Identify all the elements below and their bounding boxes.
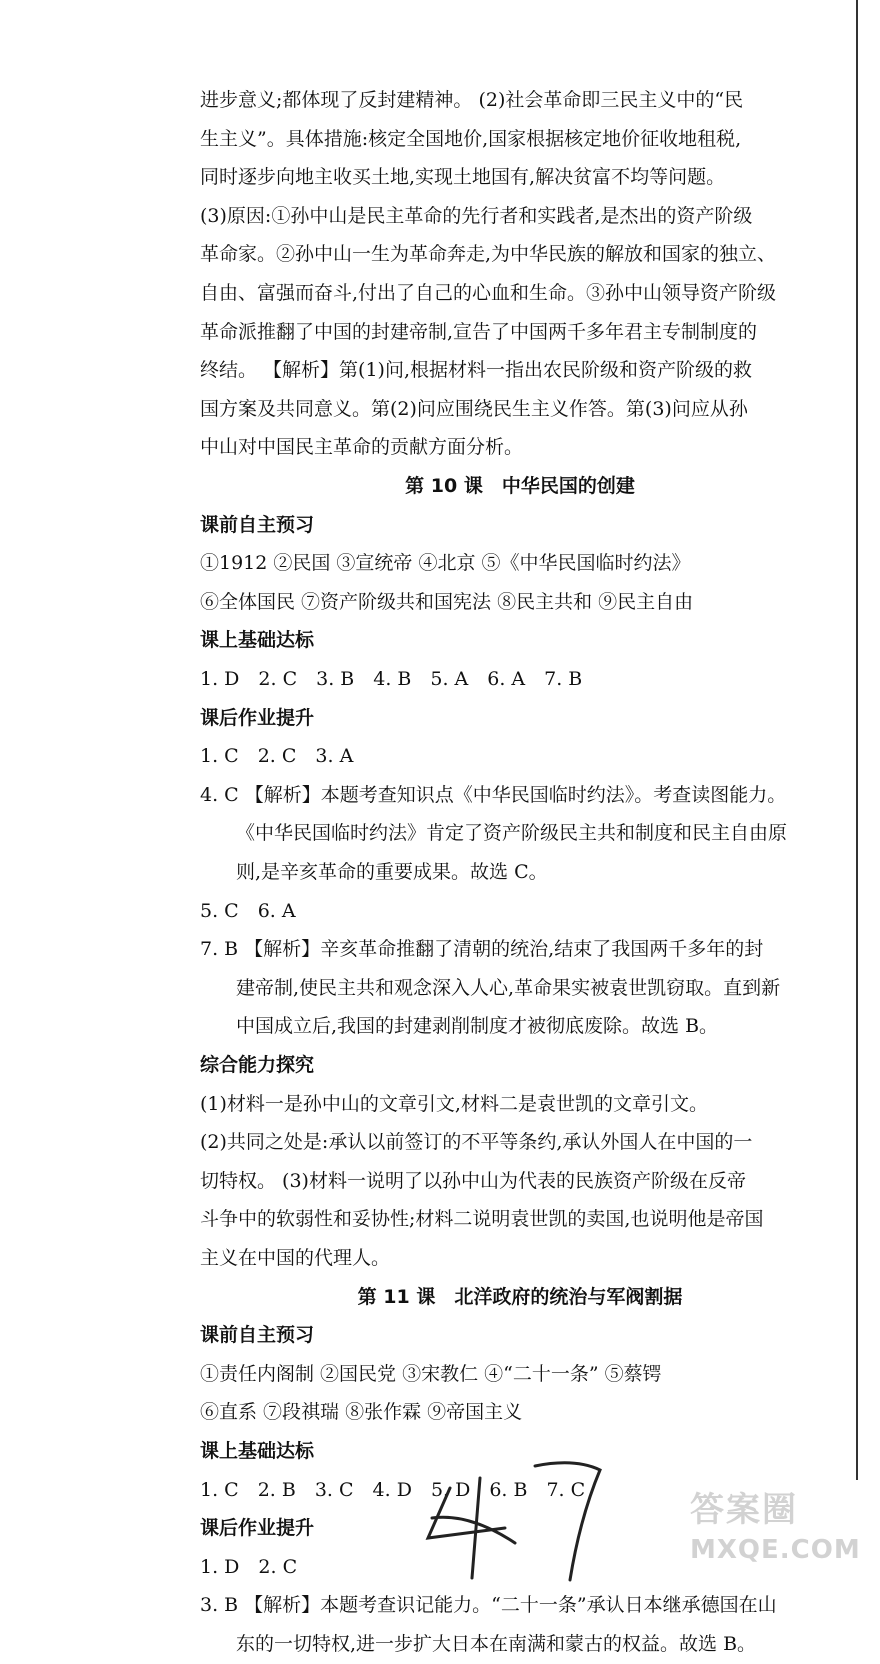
text-line: 终结。 【解析】第(1)问,根据材料一指出农民阶级和资产阶级的救: [200, 359, 752, 382]
text-line: 切特权。 (3)材料一说明了以孙中山为代表的民族资产阶级在反帝: [200, 1169, 746, 1192]
text-line: 革命家。②孙中山一生为革命奔走,为中华民族的解放和国家的独立、: [200, 243, 777, 266]
text-line: 中山对中国民主革命的贡献方面分析。: [200, 436, 524, 459]
text-line: 建帝制,使民主共和观念深入人心,革命果实被袁世凯窃取。直到新: [236, 976, 781, 999]
text-line: 7. B 【解析】辛亥革命推翻了清朝的统治,结束了我国两千多年的封: [200, 938, 764, 961]
watermark-url: MXQE.COM: [690, 1535, 861, 1565]
handwritten-signature: [410, 1448, 620, 1588]
text-line: 则,是辛亥革命的重要成果。故选 C。: [236, 861, 548, 883]
section-heading: 课前自主预习: [200, 513, 315, 536]
text-line: 国方案及共同意义。第(2)问应围绕民生主义作答。第(3)问应从孙: [200, 397, 748, 420]
text-line: 1. C 2. B 3. C 4. D 5. D 6. B 7. C: [200, 1478, 586, 1501]
section-heading: 课后作业提升: [200, 1517, 315, 1540]
text-line: 自由、富强而奋斗,付出了自己的心血和生命。③孙中山领导资产阶级: [200, 282, 777, 304]
text-line: 东的一切特权,进一步扩大日本在南满和蒙古的权益。故选 B。: [236, 1633, 757, 1655]
text-line: ①1912 ②民国 ③宣统帝 ④北京 ⑤《中华民国临时约法》: [200, 552, 691, 575]
text-line: 3. B 【解析】本题考查识记能力。“二十一条”承认日本继承德国在山: [200, 1594, 777, 1617]
text-line: 1. D 2. C: [200, 1555, 298, 1578]
text-line: 4. C 【解析】本题考查知识点《中华民国临时约法》。考查读图能力。: [200, 783, 787, 806]
text-line: 生主义”。具体措施:核定全国地价,国家根据核定地价征收地租税,: [200, 127, 742, 150]
text-line: 主义在中国的代理人。: [200, 1247, 391, 1269]
section-heading: 综合能力探究: [200, 1054, 315, 1076]
text-line: 斗争中的软弱性和妥协性;材料二说明袁世凯的卖国,也说明他是帝国: [200, 1208, 764, 1231]
text-line: ⑥全体国民 ⑦资产阶级共和国宪法 ⑧民主共和 ⑨民主自由: [200, 590, 694, 613]
watermark-logo-text: 答案圈: [690, 1490, 798, 1530]
section-heading: 课后作业提升: [200, 706, 315, 729]
text-line: (3)原因:①孙中山是民主革命的先行者和实践者,是杰出的资产阶级: [200, 204, 753, 227]
site-watermark: [690, 1488, 870, 1588]
text-line: 进步意义;都体现了反封建精神。 (2)社会革命即三民主义中的“民: [200, 89, 744, 111]
text-line: 革命派推翻了中国的封建帝制,宣告了中国两千多年君主专制制度的: [200, 320, 758, 343]
text-line: ⑥直系 ⑦段祺瑞 ⑧张作霖 ⑨帝国主义: [200, 1401, 523, 1424]
text-line: (1)材料一是孙中山的文章引文,材料二是袁世凯的文章引文。: [200, 1092, 708, 1115]
right-margin-rule: [856, 0, 858, 1480]
section-heading: 课上基础达标: [200, 1440, 315, 1462]
text-line: 5. C 6. A: [200, 899, 296, 922]
lesson-title: 第 10 课 中华民国的创建: [405, 475, 635, 497]
lesson-title: 第 11 课 北洋政府的统治与军阀割据: [357, 1285, 683, 1308]
text-line: (2)共同之处是:承认以前签订的不平等条约,承认外国人在中国的一: [200, 1131, 753, 1154]
text-line: 1. C 2. C 3. A: [200, 745, 354, 768]
text-line: 《中华民国临时约法》肯定了资产阶级民主共和制度和民主自由原: [236, 822, 788, 845]
text-line: 中国成立后,我国的封建剥削制度才被彻底废除。故选 B。: [236, 1015, 719, 1038]
section-heading: 课前自主预习: [200, 1324, 315, 1347]
section-heading: 课上基础达标: [200, 629, 315, 652]
text-line: 1. D 2. C 3. B 4. B 5. A 6. A 7. B: [200, 668, 583, 690]
text-line: 同时逐步向地主收买土地,实现土地国有,解决贫富不均等问题。: [200, 166, 726, 189]
text-line: ①责任内阁制 ②国民党 ③宋教仁 ④“二十一条” ⑤蔡锷: [200, 1362, 662, 1385]
